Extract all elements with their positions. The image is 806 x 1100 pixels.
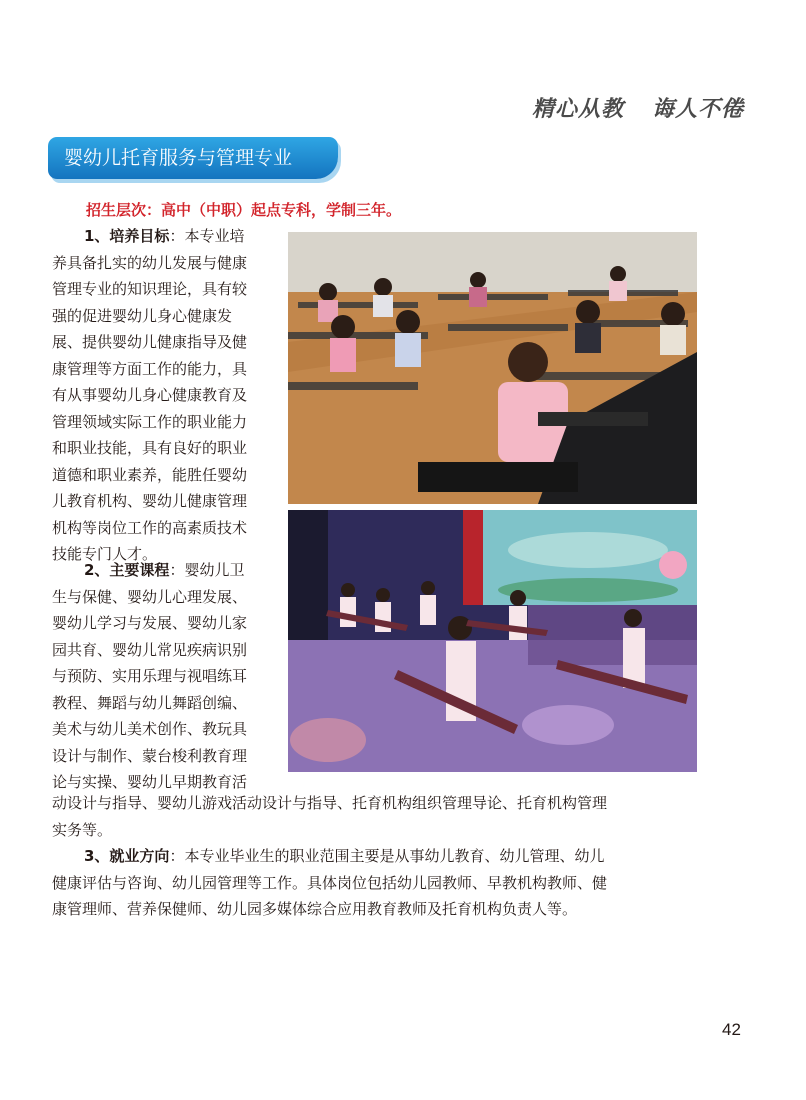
slogan-right: 诲人不倦 [651, 96, 744, 122]
courses-line: 动设计与指导、婴幼儿游戏活动设计与指导、托育机构组织管理导论、托育机构管理 [52, 794, 608, 812]
classroom-keyboard-illustration [288, 232, 697, 504]
courses-paragraph: 2、主要课程：婴幼儿卫 生与保健、婴幼儿心理发展、 婴幼儿学习与发展、婴幼儿家 园共育、婴幼儿常见疾病识别 与预防、实用乐理与视唱练耳 教程、舞蹈与幼儿舞蹈创编、 美术与幼儿美术创作、教玩具 设计与制作、蒙台梭利教育理 论与实操、婴幼儿早期教育活 [52, 557, 284, 796]
courses-line: 园共育、婴幼儿常见疾病识别 [52, 640, 248, 659]
courses-line: 与预防、实用乐理与视唱练耳 [52, 667, 248, 685]
courses-line: 设计与制作、蒙台梭利教育理 [52, 746, 248, 765]
section-title-banner [48, 137, 338, 179]
courses-line: 生与保健、婴幼儿心理发展、 [52, 587, 248, 606]
guzheng-performance-photo [288, 510, 697, 772]
goal-line: 康管理等方面工作的能力，具 [52, 359, 248, 378]
header-slogan [532, 92, 744, 123]
goal-line: 养具备扎实的幼儿发展与健康 [52, 253, 248, 272]
goal-line: 和职业技能，具有良好的职业 [52, 439, 248, 457]
goal-line: 管理领域实际工作的职业能力 [52, 412, 248, 431]
page-number: 42 [722, 1020, 741, 1039]
goal-line: 有从事婴幼儿身心健康教育及 [52, 386, 248, 404]
enrollment-info: 招生层次：高中（中职）起点专科，学制三年。 [86, 201, 402, 219]
goal-line: 强的促进婴幼儿身心健康发 [52, 306, 233, 325]
courses-line: 实务等。 [52, 820, 113, 839]
goal-heading: 1、培养目标 [84, 227, 170, 245]
career-line: 康管理师、营养保健师、幼儿园多媒体综合应用教育教师及托育机构负责人等。 [52, 900, 578, 918]
goal-line: 展、提供婴幼儿健康指导及健 [52, 333, 248, 351]
courses-line: 教程、舞蹈与幼儿舞蹈创编、 [52, 693, 248, 712]
goal-line: 管理专业的知识理论，具有较 [52, 280, 248, 298]
courses-heading: 2、主要课程 [84, 561, 170, 579]
goal-paragraph: 1、培养目标：本专业培 养具备扎实的幼儿发展与健康 管理专业的知识理论，具有较 强的促进婴幼儿身心健康发 展、提供婴幼儿健康指导及健 康管理等方面工作的能力，具 有从事婴幼儿身心健康教育及 管理领域实际工作的职业能力 和职业技能，具有良好的职业 道德和职业素养，能胜任婴幼 儿教育机构、婴幼儿健康管理 机构等岗位工作的高素质技术 技能专门人才。 [52, 223, 282, 568]
courses-continuation [52, 790, 702, 843]
courses-line: 论与实操、婴幼儿早期教育活 [52, 773, 248, 791]
career-heading: 3、就业方向 [84, 847, 170, 865]
goal-line: 道德和职业素养，能胜任婴幼 [52, 465, 248, 484]
section-title: 婴幼儿托育服务与管理专业 [64, 147, 293, 169]
classroom-keyboard-photo [288, 232, 697, 504]
goal-line: 儿教育机构、婴幼儿健康管理 [52, 492, 248, 510]
career-line: 健康评估与咨询、幼儿园管理等工作。具体岗位包括幼儿园教师、早教机构教师、健 [52, 873, 608, 892]
career-paragraph: 3、就业方向：本专业毕业生的职业范围主要是从事幼儿教育、幼儿管理、幼儿 健康评估与咨询、幼儿园管理等工作。具体岗位包括幼儿园教师、早教机构教师、健 康管理师、营养保健师、幼儿园多媒体综合应用教育教师及托育机构负责人等。 [52, 843, 702, 923]
guzheng-stage-illustration [288, 510, 697, 772]
goal-line: 技能专门人才。 [52, 545, 158, 563]
goal-line: 机构等岗位工作的高素质技术 [52, 518, 248, 537]
courses-line: 婴幼儿学习与发展、婴幼儿家 [52, 614, 248, 632]
courses-line: 美术与幼儿美术创作、教玩具 [52, 720, 248, 738]
slogan-left: 精心从教 [531, 96, 624, 122]
